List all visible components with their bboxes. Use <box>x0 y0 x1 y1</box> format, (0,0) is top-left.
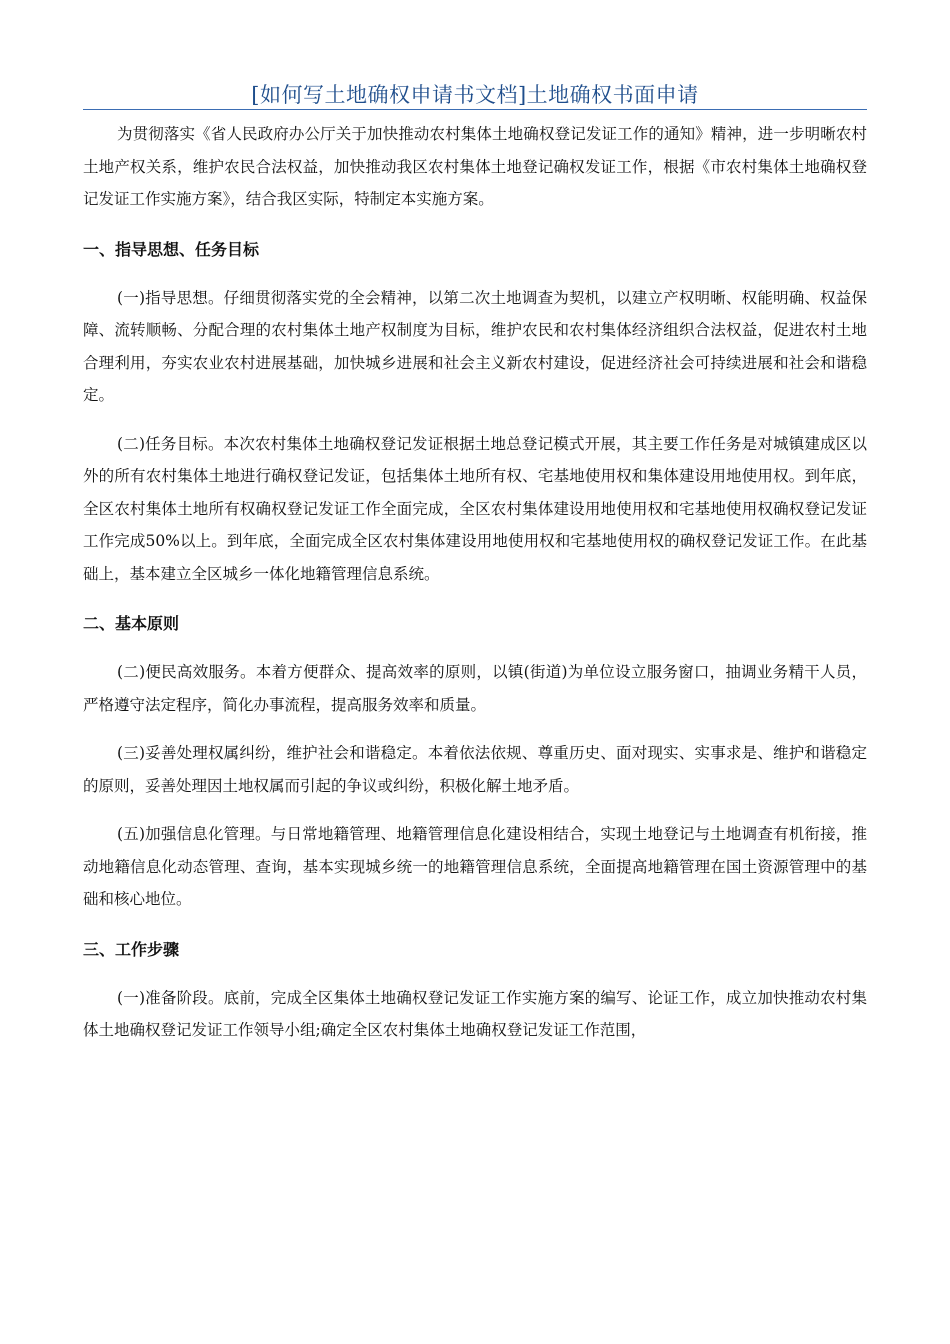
document-title: [如何写土地确权申请书文档]土地确权书面申请 <box>251 83 699 107</box>
section-heading-guiding-ideas: 一、指导思想、任务目标 <box>83 239 260 259</box>
paragraph-guiding-ideas: (一)指导思想。仔细贯彻落实党的全会精神，以第二次土地调查为契机，以建立产权明晰、权能明确、权益保障、流转顺畅、分配合理的农村集体土地产权制度为目标，维护农民和农村集体经济组织合法权益，促进农村土地合理利用，夯实农业农村进展基础，加快城乡进展和社会主义新农村建设，促进经济社会可持续进展和社会和谐稳定。 <box>83 288 867 404</box>
paragraph-preparation-stage: (一)准备阶段。底前，完成全区集体土地确权登记发证工作实施方案的编写、论证工作，成立加快推动农村集体土地确权登记发证工作领导小组;确定全区农村集体土地确权登记发证工作范围， <box>83 988 867 1039</box>
title-underline <box>83 109 867 110</box>
paragraph-task-goals: (二)任务目标。本次农村集体土地确权登记发证根据土地总登记模式开展，其主要工作任务是对城镇建成区以外的所有农村集体土地进行确权登记发证，包括集体土地所有权、宅基地使用权和集体建设用地使用权。到年底，全区农村集体土地所有权确权登记发证工作全面完成，全区农村集体建设用地使用权和宅基地使用权确权登记发证工作完成50%以上。到年底，全面完成全区农村集体建设用地使用权和宅基地使用权的确权登记发证工作。在此基础上，基本建立全区城乡一体化地籍管理信息系统。 <box>83 434 867 583</box>
document-body <box>83 118 867 1047</box>
paragraph-convenient-service: (二)便民高效服务。本着方便群众、提高效率的原则，以镇(街道)为单位设立服务窗口，抽调业务精干人员，严格遵守法定程序，简化办事流程，提高服务效率和质量。 <box>83 663 867 714</box>
section-heading-basic-principles: 二、基本原则 <box>83 614 180 633</box>
section-heading-work-steps: 三、工作步骤 <box>83 939 180 959</box>
paragraph-dispute-handling: (三)妥善处理权属纠纷，维护社会和谐稳定。本着依法依规、尊重历史、面对现实、实事求是、维护和谐稳定的原则，妥善处理因土地权属而引起的争议或纠纷，积极化解土地矛盾。 <box>83 744 867 795</box>
paragraph-information-management: (五)加强信息化管理。与日常地籍管理、地籍管理信息化建设相结合，实现土地登记与土地调查有机衔接，推动地籍信息化动态管理、查询，基本实现城乡统一的地籍管理信息系统，全面提高地籍管理在国土资源管理中的基础和核心地位。 <box>83 825 867 908</box>
intro-paragraph: 为贯彻落实《省人民政府办公厅关于加快推动农村集体土地确权登记发证工作的通知》精神，进一步明晰农村土地产权关系，维护农民合法权益，加快推动我区农村集体土地登记确权发证工作，根据《市农村集体土地确权登记发证工作实施方案》，结合我区实际，特制定本实施方案。 <box>83 125 867 208</box>
